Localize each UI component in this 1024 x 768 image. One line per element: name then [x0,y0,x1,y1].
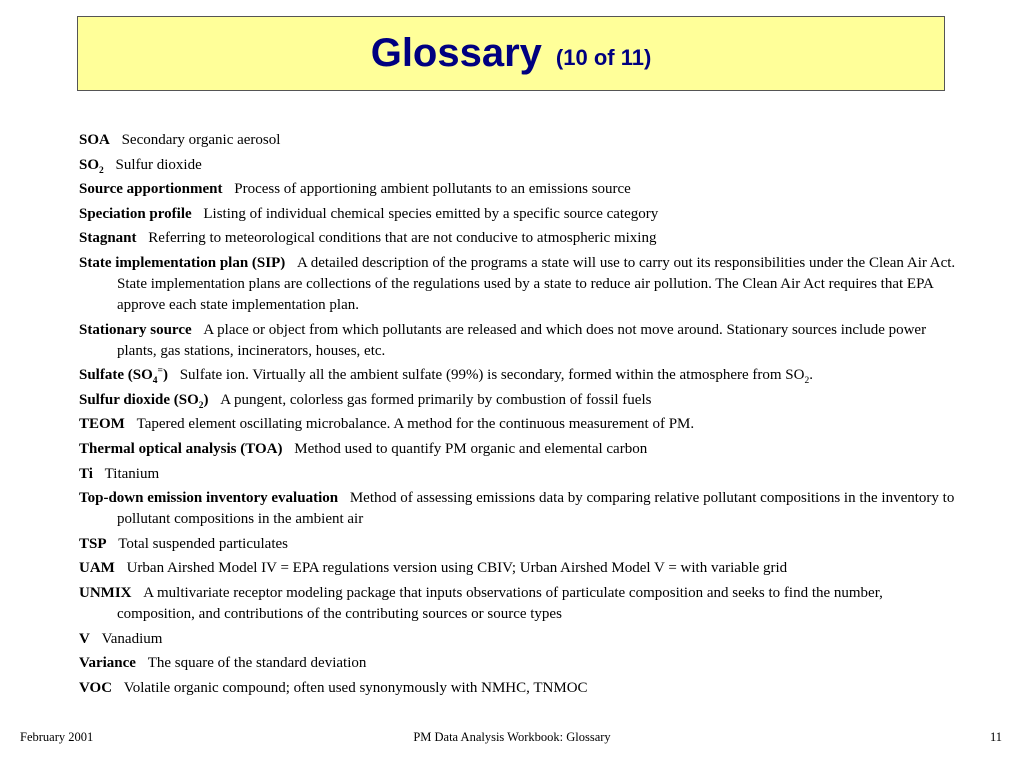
glossary-term: Speciation profile [79,205,192,222]
glossary-entry [79,583,959,625]
glossary-entry [79,439,959,460]
page-subtitle: (10 of 11) [555,44,652,70]
glossary-definition: A multivariate receptor modeling package that inputs observations of particulate composition and seeks to find the number, composition, and contributions of the contributing sources or source types [117,584,883,622]
glossary-entry [79,253,959,316]
glossary-definition: Volatile organic compound; often used synonymously with NMHC, TNMOC [123,679,588,696]
glossary-entry [79,629,959,650]
page-number: 11 [989,730,1002,744]
glossary-definition: Total suspended particulates [118,535,288,552]
glossary-entry [79,488,959,530]
page-title: Glossary [370,31,542,75]
glossary-term: TSP [79,535,107,552]
glossary-term: Thermal optical analysis (TOA) [79,440,283,457]
glossary-definition: Sulfate ion. Virtually all the ambient sulfate (99%) is secondary, formed within the atmosphere from $SO_2$. [179,367,813,387]
glossary-term: UAM [79,560,115,577]
glossary-entry [79,414,959,435]
glossary-definition: A place or object from which pollutants are released and which does not move around. Stationary sources include power plants, gas stations, incinerators, houses, etc. [117,321,927,359]
glossary-term: Sulfate $(SO_4^=)$ [79,366,168,387]
glossary-definition: The square of the standard deviation [147,655,367,672]
glossary-term: $SO_2$ [79,156,104,176]
glossary-term: State implementation plan (SIP) [79,254,286,271]
footer-date: February 2001 [20,730,94,744]
glossary-term: Source apportionment [79,181,223,198]
glossary-term: VOC [79,679,113,696]
glossary-entry [79,558,959,579]
glossary-entry [79,534,959,555]
glossary-list [79,130,959,702]
glossary-term: TEOM [79,416,125,433]
glossary-definition: Process of apportioning ambient pollutants to an emissions source [234,181,631,198]
glossary-term: Stationary source [79,321,192,338]
glossary-entry [79,464,959,485]
glossary-entry [79,390,959,411]
glossary-definition: A pungent, colorless gas formed primarily by combustion of fossil fuels [220,391,652,408]
glossary-entry [79,653,959,674]
glossary-term: Variance [79,655,136,672]
glossary-definition: Referring to meteorological conditions that are not conducive to atmospheric mixing [148,230,657,247]
glossary-term: SOA [79,132,110,148]
glossary-entry [79,179,959,200]
glossary-term: Stagnant [79,230,137,247]
glossary-entry [79,130,959,151]
glossary-term: Ti [79,465,93,482]
glossary-entry [79,155,959,176]
glossary-term: Top-down emission inventory evaluation [79,490,339,507]
glossary-definition: A detailed description of the programs a state will use to carry out its responsibilities under the Clean Air Act. State implementation plans are collections of the regulations used by a state to reduce air pollution. The Clean Air Act requires that EPA approve each state implementation plan. [117,254,956,313]
glossary-entry [79,365,959,386]
glossary-definition: Vanadium [101,630,163,647]
glossary-definition: Tapered element oscillating microbalance. A method for the continuous measurement of PM. [136,416,695,433]
glossary-term: UNMIX [79,584,132,601]
glossary-definition: Titanium [104,465,160,482]
glossary-entry [79,678,959,699]
glossary-entry [79,228,959,249]
glossary-definition: Listing of individual chemical species emitted by a specific source category [203,205,659,222]
glossary-definition: Urban Airshed Model IV = EPA regulations version using CBIV; Urban Airshed Model V = with variable grid [126,560,788,577]
glossary-entry [79,320,959,362]
footer-title: PM Data Analysis Workbook: Glossary [413,730,611,744]
glossary-entry [79,204,959,225]
glossary-definition: Secondary organic aerosol [121,132,281,148]
glossary-term: Sulfur dioxide $(SO_2)$ [79,391,209,411]
glossary-definition: Sulfur dioxide [115,156,202,173]
title-box [77,16,945,91]
glossary-term: V [79,630,90,647]
glossary-definition: Method used to quantify PM organic and elemental carbon [294,440,648,457]
glossary-definition: Method of assessing emissions data by comparing relative pollutant compositions in the inventory to pollutant compositions in the ambient air [117,490,955,528]
